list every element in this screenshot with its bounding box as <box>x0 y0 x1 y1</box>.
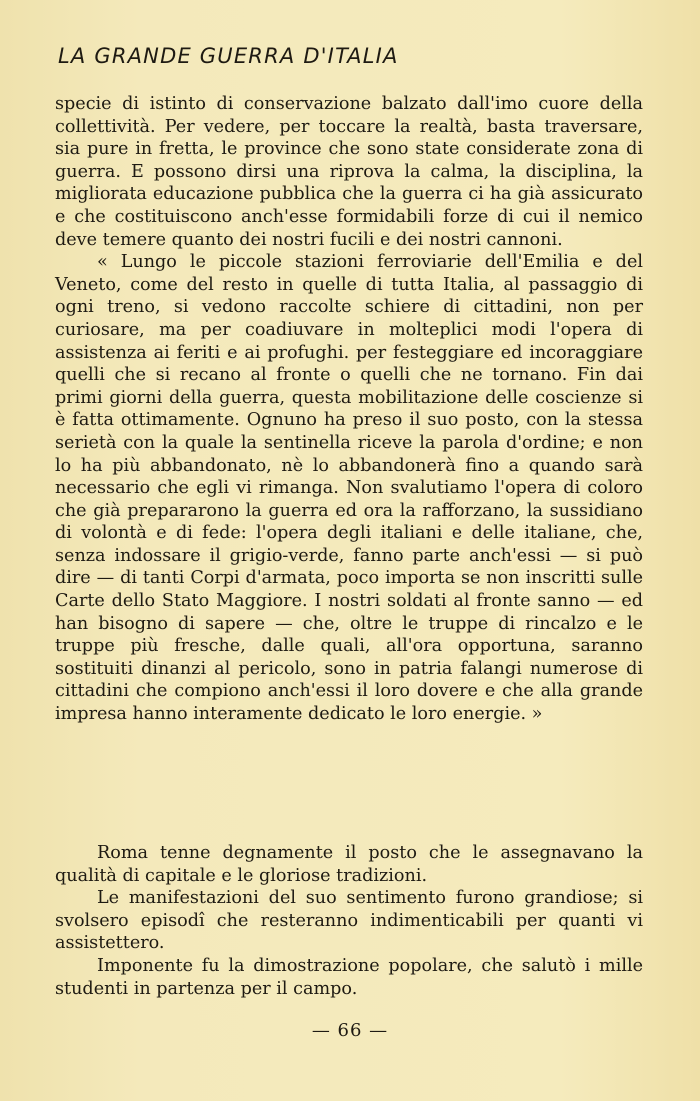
paragraph-dimostrazione: Imponente fu la dimostrazione popolare, che salutò i mille studenti in partenza per il campo. <box>55 955 643 999</box>
paragraph-continuation: specie di istinto di conservazione balzato dall'imo cuore della collettività. Per vedere, per toccare la realtà, basta traversare, sia pure in fretta, le province che sono state considerate zona di guerra. E possono dirsi una riprova la calma, la disciplina, la migliorata educazione pubblica che la guerra ci ha già assicurato e che costituiscono anch'esse formidabili forze di cui il nemico deve temere quanto dei nostri fucili e dei nostri cannoni. <box>55 94 643 250</box>
text-block-bottom <box>55 842 643 1000</box>
paragraph-roma: Roma tenne degnamente il posto che le assegnavano la qualità di capitale e le gloriose tradizioni. <box>55 843 643 886</box>
paragraph-manifestazioni: Le manifestazioni del suo sentimento furono grandiose; si svolsero episodî che resteranno indimenticabili per quanti vi assistettero. <box>55 888 643 954</box>
text-block-top <box>55 93 643 726</box>
paragraph-quotation: « Lungo le piccole stazioni ferroviarie dell'Emilia e del Veneto, come del resto in quelle di tutta Italia, al passaggio di ogni treno, si vedono raccolte schiere di cittadini, non per curiosare, ma per coadiuvare in molteplici modi l'opera di assistenza ai feriti e ai profughi. per festeggiare ed incoraggiare quelli che si recano al fronte o quelli che ne tornano. Fin dai primi giorni della guerra, questa mobilitazione delle coscienze si è fatta ottimamente. Ognuno ha preso il suo posto, con la stessa serietà con la quale la sentinella riceve la parola d'ordine; e non lo ha più abbandonato, nè lo abbandonerà fino a quando sarà necessario che egli vi rimanga. Non svalutiamo l'opera di coloro che già prepararono la guerra ed ora la rafforzano, la sussidiano di volontà e di fede: l'opera degli italiani e delle italiane, che, senza indossare il grigio-verde, fanno parte anch'essi — si può dire — di tanti Corpi d'armata, poco importa se non inscritti sulle Carte dello Stato Maggiore. I nostri soldati al fronte sanno — ed han bisogno di sapere — che, oltre le truppe di rincalzo e le truppe più fresche, dalle quali, all'ora opportuna, saranno sostituiti dinanzi al pericolo, sono in patria falangi numerose di cittadini che compiono anch'essi il loro dovere e che alla grande impresa hanno interamente dedicato le loro energie. » <box>55 252 643 725</box>
page-number: — 66 — <box>311 1020 389 1041</box>
running-header: LA GRANDE GUERRA D'ITALIA <box>58 44 399 68</box>
